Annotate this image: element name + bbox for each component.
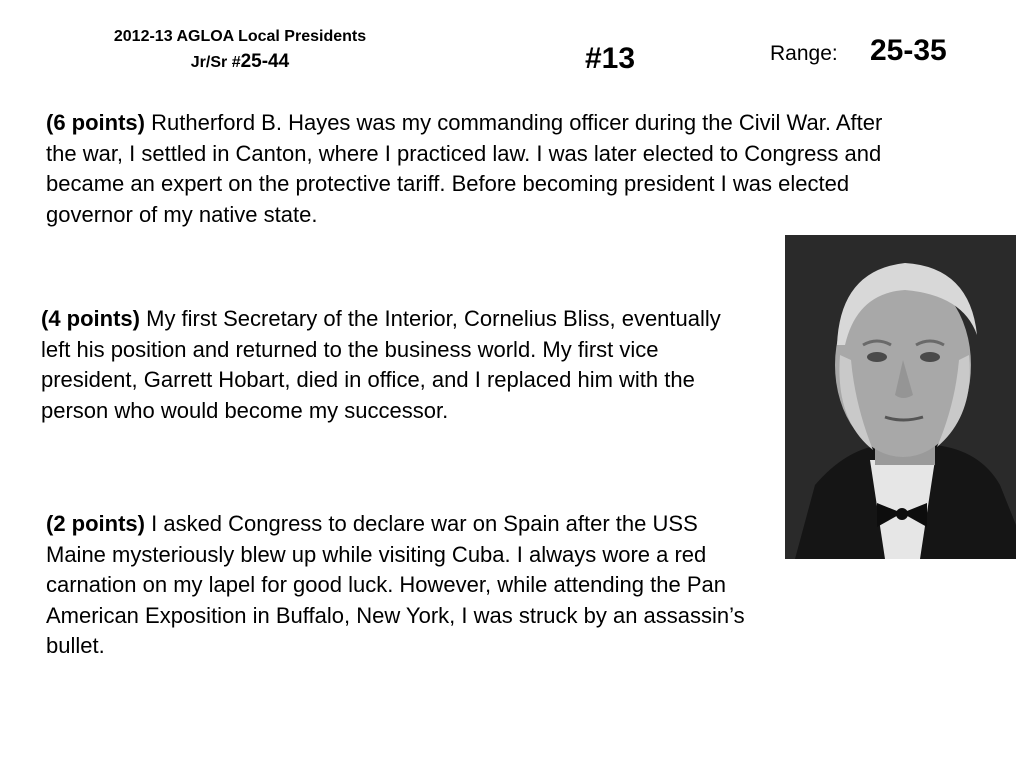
clue-text: My first Secretary of the Interior, Cornelius Bliss, eventually left his position and returned to the business world. My first vice president, Garrett Hobart, died in office, and I replaced him with the person who would become my successor. [41, 306, 721, 423]
clue-points-label: (4 points) [41, 306, 140, 331]
clue-points-label: (6 points) [46, 110, 145, 135]
president-portrait [785, 235, 1016, 559]
level-line [70, 49, 410, 75]
clue-text: Rutherford B. Hayes was my commanding officer during the Civil War. After the war, I settled in Canton, where I practiced law. I was later elected to Congress and became an expert on the protective tariff. Before becoming president I was elected governor of my native state. [46, 110, 883, 227]
document-title: 2012-13 AGLOA Local Presidents [113, 28, 367, 45]
clue-6-points [46, 108, 916, 230]
series-number: 25-44 [240, 51, 290, 72]
level-prefix: Jr/Sr # [190, 54, 241, 71]
clue-2-points [46, 509, 756, 662]
range-value: 25-35 [870, 34, 947, 67]
clue-text: I asked Congress to declare war on Spain after the USS Maine mysteriously blew up while visiting Cuba. I always wore a red carnation on my lapel for good luck. However, while attending the Pan American Exposition in Buffalo, New York, I was struck by an assassin’s bullet. [46, 511, 745, 658]
range-label: Range: [770, 42, 838, 65]
clue-points-label: (2 points) [46, 511, 145, 536]
question-number: #13 [584, 42, 636, 75]
document-header [70, 24, 410, 75]
portrait-illustration [785, 235, 1016, 559]
clue-4-points [41, 304, 731, 426]
